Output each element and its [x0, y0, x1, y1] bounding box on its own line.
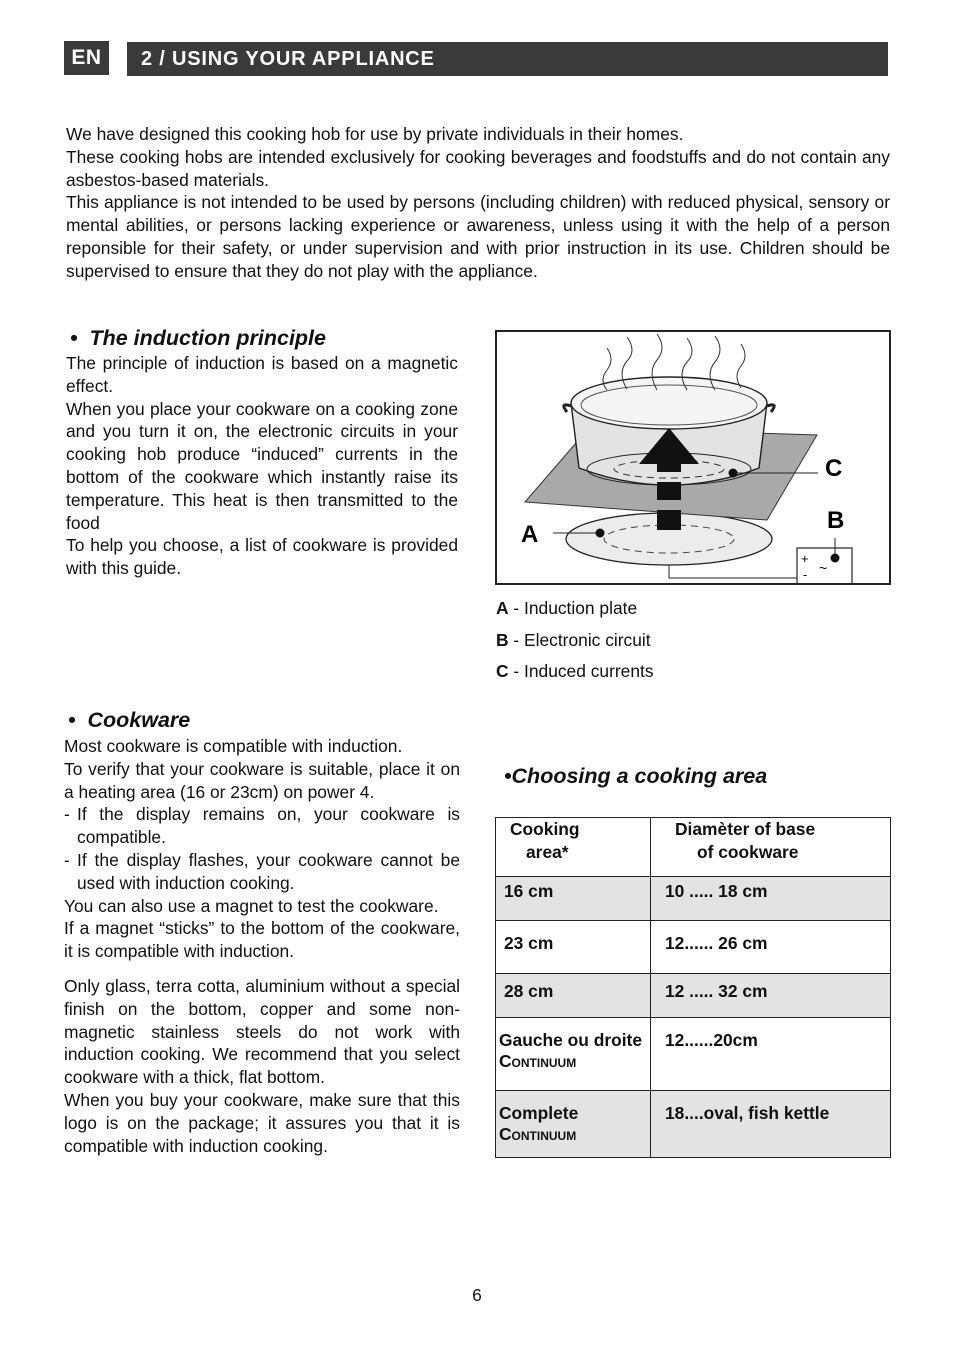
cookware-bullet: - If the display flashes, your cookware cannot be used with induction cooking.	[64, 849, 460, 893]
legend-key: B	[496, 630, 509, 650]
area-subvalue: Continuum	[499, 1051, 577, 1071]
choosing-heading-text: Choosing a cooking area	[511, 764, 768, 788]
diagram-label-a: A	[521, 521, 539, 548]
cookware-paragraph: When you buy your cookware, make sure that this logo is on the package; it assures you that it is compatible with induction cooking.	[64, 1089, 460, 1156]
cookware-text	[64, 735, 460, 1157]
legend-key: A	[496, 598, 509, 618]
diagram-label-c: C	[825, 455, 843, 482]
induction-paragraph: The principle of induction is based on a magnetic effect.	[66, 353, 458, 396]
circuit-minus: -	[803, 567, 808, 582]
header-diameter-line2: of cookware	[697, 842, 799, 862]
cookware-paragraph: Only glass, terra cotta, aluminium without a special finish on the bottom, copper and some non-magnetic stainless steels do not work with induction cooking. We recommend that you select cookware with a thick, flat bottom.	[64, 975, 460, 1088]
cookware-heading: • Cookware	[68, 708, 191, 732]
table-cell-diameter	[651, 877, 891, 921]
leader-dot-c	[729, 469, 738, 478]
table-cell-area	[496, 877, 651, 921]
section-title: 2 / USING YOUR APPLIANCE	[141, 47, 435, 70]
diagram-label-b: B	[827, 507, 845, 534]
legend-item	[496, 630, 651, 651]
table-cell-area	[496, 921, 651, 974]
cookware-bullet-text: If the display flashes, your cookware cannot be used with induction cooking.	[77, 849, 460, 893]
header-area-line1: Cooking	[510, 819, 580, 839]
circuit-wire	[669, 565, 797, 578]
intro-line: We have designed this cooking hob for use by private individuals in their homes.	[66, 124, 684, 144]
cookware-bullet-text: If the display remains on, your cookware is compatible.	[77, 804, 460, 848]
induction-paragraph: When you place your cookware on a cooking zone and you turn it on, the electronic circuits in your cooking hob produce “induced” currents in the bottom of the cookware which instantly raise its temperature. This heat is then transmitted to the food	[66, 398, 458, 533]
area-value: 28 cm	[504, 981, 554, 1001]
legend-text: - Induction plate	[508, 598, 638, 618]
area-value: 23 cm	[504, 933, 554, 953]
table-cell-diameter	[651, 1018, 891, 1091]
diameter-value: 10 ..... 18 cm	[665, 881, 768, 901]
language-badge	[64, 41, 109, 75]
diameter-value: 12...... 26 cm	[665, 933, 768, 953]
language-code: EN	[71, 46, 102, 69]
induction-heading: • The induction principle	[70, 326, 326, 350]
table-cell-area	[496, 1018, 651, 1091]
choosing-heading: •Choosing a cooking area	[504, 764, 768, 788]
header-diameter-line1: Diamèter of base	[675, 819, 816, 839]
table-row	[496, 921, 891, 974]
page-number: 6	[472, 1285, 482, 1305]
cookware-paragraph: If a magnet “sticks” to the bottom of the cookware, it is compatible with induction.	[64, 918, 460, 962]
cookware-paragraph: To verify that your cookware is suitable, place it on a heating area (16 or 23cm) on power 4.	[64, 758, 460, 802]
table-header-cell	[651, 818, 891, 877]
induction-diagram	[495, 330, 891, 585]
table-header-cell	[496, 818, 651, 877]
cookware-paragraph: You can also use a magnet to test the cookware.	[64, 895, 439, 916]
area-value: Gauche ou droite	[499, 1030, 643, 1050]
table-cell-area	[496, 1091, 651, 1158]
circuit-plus: +	[801, 551, 809, 566]
table-cell-diameter	[651, 974, 891, 1018]
table-header-row	[496, 818, 891, 877]
intro-line: These cooking hobs are intended exclusively for cooking beverages and foodstuffs and do not contain any asbestos-based materials.	[66, 146, 890, 190]
diameter-value: 12 ..... 32 cm	[665, 981, 768, 1001]
cookware-heading-text: Cookware	[87, 708, 191, 732]
cookware-bullet: - If the display remains on, your cookware is compatible.	[64, 804, 460, 848]
table-cell-diameter	[651, 921, 891, 974]
table-row	[496, 877, 891, 921]
header-area-line2: area*	[526, 842, 569, 862]
area-value: Complete	[499, 1103, 579, 1123]
induction-text	[66, 352, 458, 580]
leader-dot-b	[831, 554, 840, 563]
legend-key: C	[496, 661, 509, 681]
diameter-value: 12......20cm	[665, 1030, 758, 1050]
area-value: 16 cm	[504, 881, 554, 901]
intro-text	[66, 123, 890, 283]
table-cell-area	[496, 974, 651, 1018]
legend-item	[496, 661, 654, 682]
induction-heading-text: The induction principle	[89, 326, 326, 350]
section-title-bar	[127, 42, 888, 76]
circuit-ac-symbol: ~	[819, 560, 828, 576]
table-row	[496, 1018, 891, 1091]
induction-diagram-illustration	[497, 332, 889, 583]
area-subvalue: Continuum	[499, 1124, 577, 1144]
legend-text: - Electronic circuit	[508, 630, 651, 650]
legend-text: - Induced currents	[508, 661, 654, 681]
induction-paragraph: To help you choose, a list of cookware is provided with this guide.	[66, 535, 458, 579]
leader-dot-a	[596, 529, 605, 538]
pot-handle-left	[564, 405, 571, 412]
diameter-value: 18....oval, fish kettle	[665, 1103, 830, 1123]
table-cell-diameter	[651, 1091, 891, 1158]
cooking-area-table	[495, 817, 891, 1158]
pot-handle-right	[767, 405, 774, 412]
legend-item	[496, 598, 637, 619]
table-row	[496, 974, 891, 1018]
table-row	[496, 1091, 891, 1158]
cookware-paragraph: Most cookware is compatible with induction.	[64, 736, 403, 756]
intro-line: This appliance is not intended to be used by persons (including children) with reduced physical, sensory or mental abilities, or persons lacking experience or awareness, unless using it with the help of a person reponsible for their safety, or under supervision and with prior instruction in its use. Children should be supervised to ensure that they do not play with the appliance.	[66, 192, 890, 281]
